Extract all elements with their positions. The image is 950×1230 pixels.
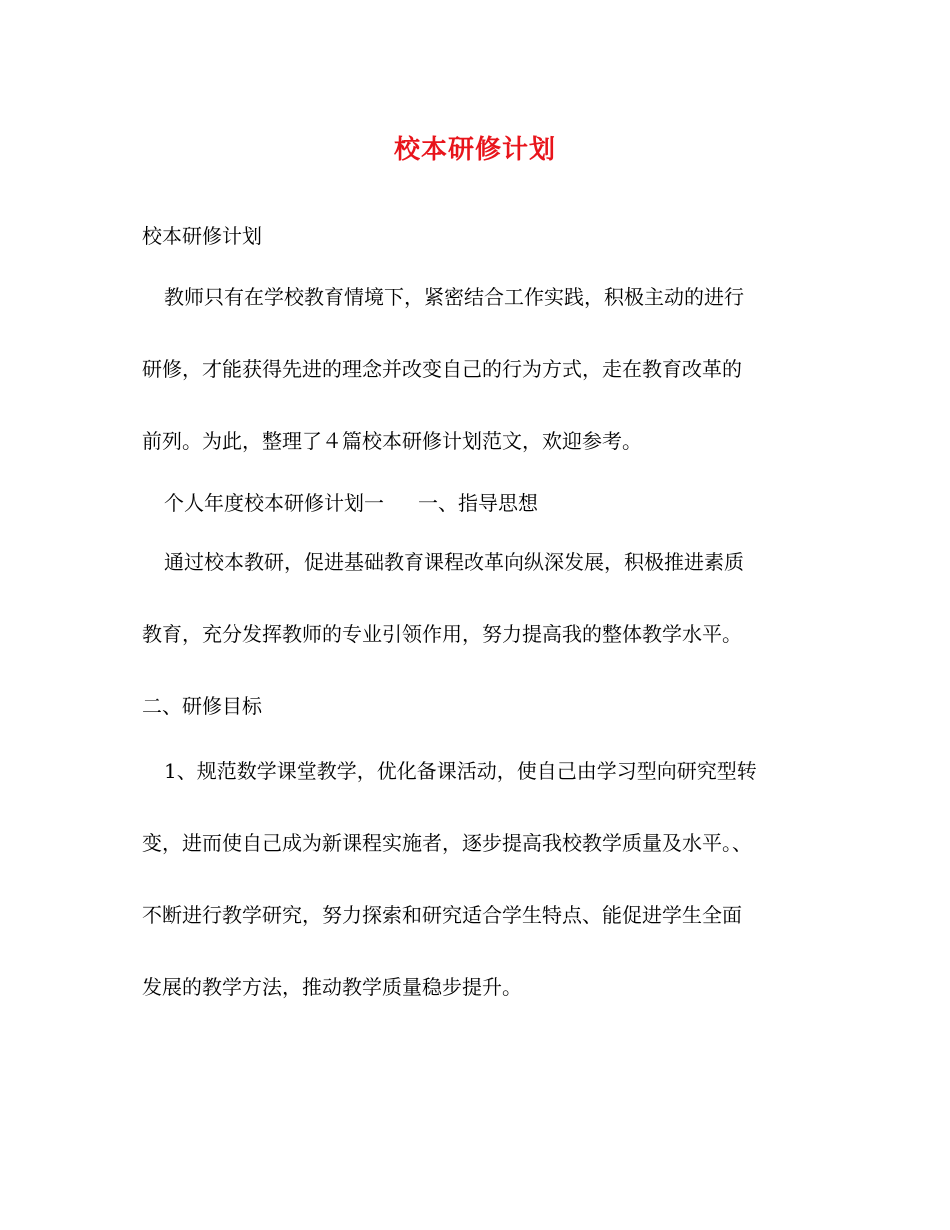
section2-line-1: 1、规范数学课堂教学，优化备课活动，使自己由学习型向研究型转 [164,759,757,783]
document-subtitle: 校本研修计划 [142,224,262,248]
intro-line-3: 前列。为此，整理了４篇校本研修计划范文，欢迎参考。 [142,429,642,453]
section1-heading: 一、指导思想 [418,491,538,515]
intro-line-2: 研修，才能获得先进的理念并改变自己的行为方式，走在教育改革的 [142,357,742,381]
section2-line-4: 发展的教学方法，推动教学质量稳步提升。 [142,975,522,999]
section2-line-3: 不断进行教学研究，努力探索和研究适合学生特点、能促进学生全面 [142,903,742,927]
section2-heading: 二、研修目标 [142,694,262,718]
section2-line-2: 变，进而使自己成为新课程实施者，逐步提高我校教学质量及水平。、 [142,831,752,855]
section1-line-1: 通过校本教研，促进基础教育课程改革向纵深发展，积极推进素质 [164,550,744,574]
section1-line-2: 教育，充分发挥教师的专业引领作用，努力提高我的整体教学水平。 [142,622,742,646]
intro-line-1: 教师只有在学校教育情境下，紧密结合工作实践，积极主动的进行 [164,285,744,309]
plan-heading-row [164,489,844,517]
document-title: 校本研修计划 [393,135,556,165]
plan-heading: 个人年度校本研修计划一 [164,491,384,515]
